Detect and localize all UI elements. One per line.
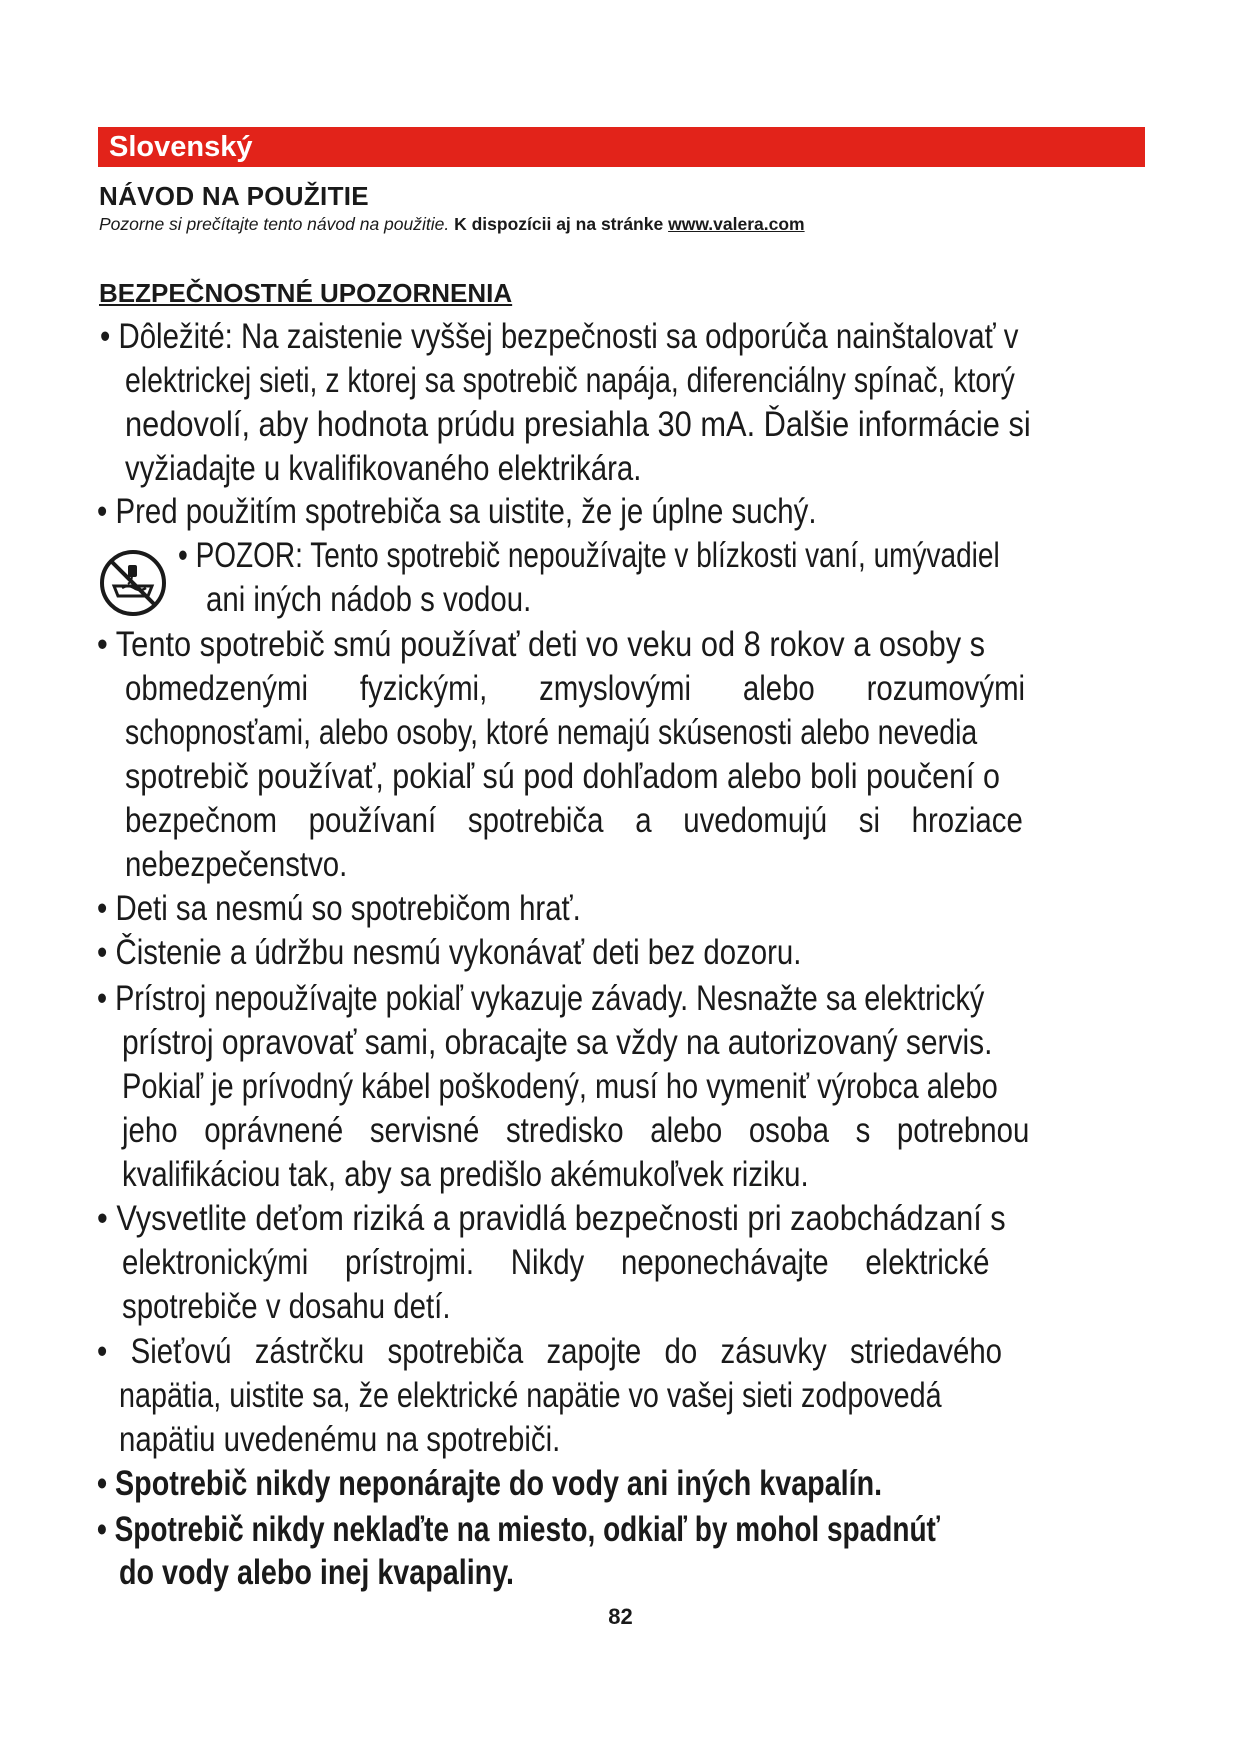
- text-line: nedovolí, aby hodnota prúdu presiahla 30 mA. Ďalšie informácie si: [125, 405, 1031, 444]
- document-subtitle: [99, 214, 805, 235]
- text-line: bezpečnom používaní spotrebiča a uvedomujú si hroziace: [125, 801, 1023, 840]
- document-title: NÁVOD NA POUŽITIE: [99, 181, 369, 211]
- subtitle-availability: K dispozícii aj na stránke: [454, 214, 664, 234]
- text-line: prístroj opravovať sami, obracajte sa vždy na autorizovaný servis.: [122, 1023, 993, 1062]
- text-line: obmedzenými fyzickými, zmyslovými alebo rozumovými: [125, 669, 1026, 708]
- text-line: • Vysvetlite deťom riziká a pravidlá bezpečnosti pri zaobchádzaní s: [97, 1199, 1006, 1238]
- language-banner: [98, 127, 1145, 167]
- text-line: vyžiadajte u kvalifikovaného elektrikára.: [125, 449, 642, 488]
- text-line: • Deti sa nesmú so spotrebičom hrať.: [97, 889, 581, 928]
- language-label: Slovenský: [109, 131, 253, 163]
- text-line: jeho oprávnené servisné stredisko alebo osoba s potrebnou: [122, 1111, 1030, 1150]
- subtitle-instruction: Pozorne si prečítajte tento návod na použitie.: [99, 214, 450, 234]
- text-line: ani iných nádob s vodou.: [206, 580, 532, 619]
- text-line: • Čistenie a údržbu nesmú vykonávať deti bez dozoru.: [97, 933, 802, 972]
- text-line: elektrickej sieti, z ktorej sa spotrebič napája, diferenciálny spínač, ktorý: [125, 361, 1015, 400]
- text-line: Pokiaľ je prívodný kábel poškodený, musí ho vymeniť výrobca alebo: [122, 1067, 998, 1106]
- text-line: • Prístroj nepoužívajte pokiaľ vykazuje závady. Nesnažte sa elektrický: [97, 979, 985, 1018]
- text-line: spotrebiče v dosahu detí.: [122, 1287, 451, 1326]
- text-line: • Pred použitím spotrebiča sa uistite, že je úplne suchý.: [97, 492, 817, 531]
- text-line-bold: • Spotrebič nikdy neponárajte do vody ani iných kvapalín.: [97, 1464, 883, 1503]
- text-line: nebezpečenstvo.: [125, 845, 348, 884]
- text-line-bold: • Spotrebič nikdy neklaďte na miesto, odkiaľ by mohol spadnúť: [97, 1510, 940, 1549]
- section-title: BEZPEČNOSTNÉ UPOZORNENIA: [99, 278, 513, 308]
- website-link[interactable]: www.valera.com: [668, 214, 805, 234]
- text-line: napätiu uvedenému na spotrebiči.: [119, 1420, 561, 1459]
- text-line: • Tento spotrebič smú používať deti vo veku od 8 rokov a osoby s: [97, 625, 986, 664]
- text-line: spotrebič používať, pokiaľ sú pod dohľadom alebo boli poučení o: [125, 757, 1000, 796]
- page-number: 82: [608, 1604, 633, 1629]
- text-line: • Sieťovú zástrčku spotrebiča zapojte do zásuvky striedavého: [97, 1332, 1003, 1371]
- text-line: • Dôležité: Na zaistenie vyššej bezpečnosti sa odporúča nainštalovať v: [100, 317, 1019, 356]
- no-water-warning-icon: [98, 548, 168, 618]
- text-line: schopnosťami, alebo osoby, ktoré nemajú skúsenosti alebo nevedia: [125, 713, 978, 752]
- text-line: napätia, uistite sa, že elektrické napätie vo vašej sieti zodpovedá: [119, 1376, 942, 1415]
- text-line: • POZOR: Tento spotrebič nepoužívajte v blízkosti vaní, umývadiel: [178, 536, 1000, 575]
- text-line: elektronickými prístrojmi. Nikdy neponechávajte elektrické: [122, 1243, 990, 1282]
- text-line: kvalifikáciou tak, aby sa predišlo akémukoľvek riziku.: [122, 1155, 809, 1194]
- text-line-bold: do vody alebo inej kvapaliny.: [119, 1553, 515, 1592]
